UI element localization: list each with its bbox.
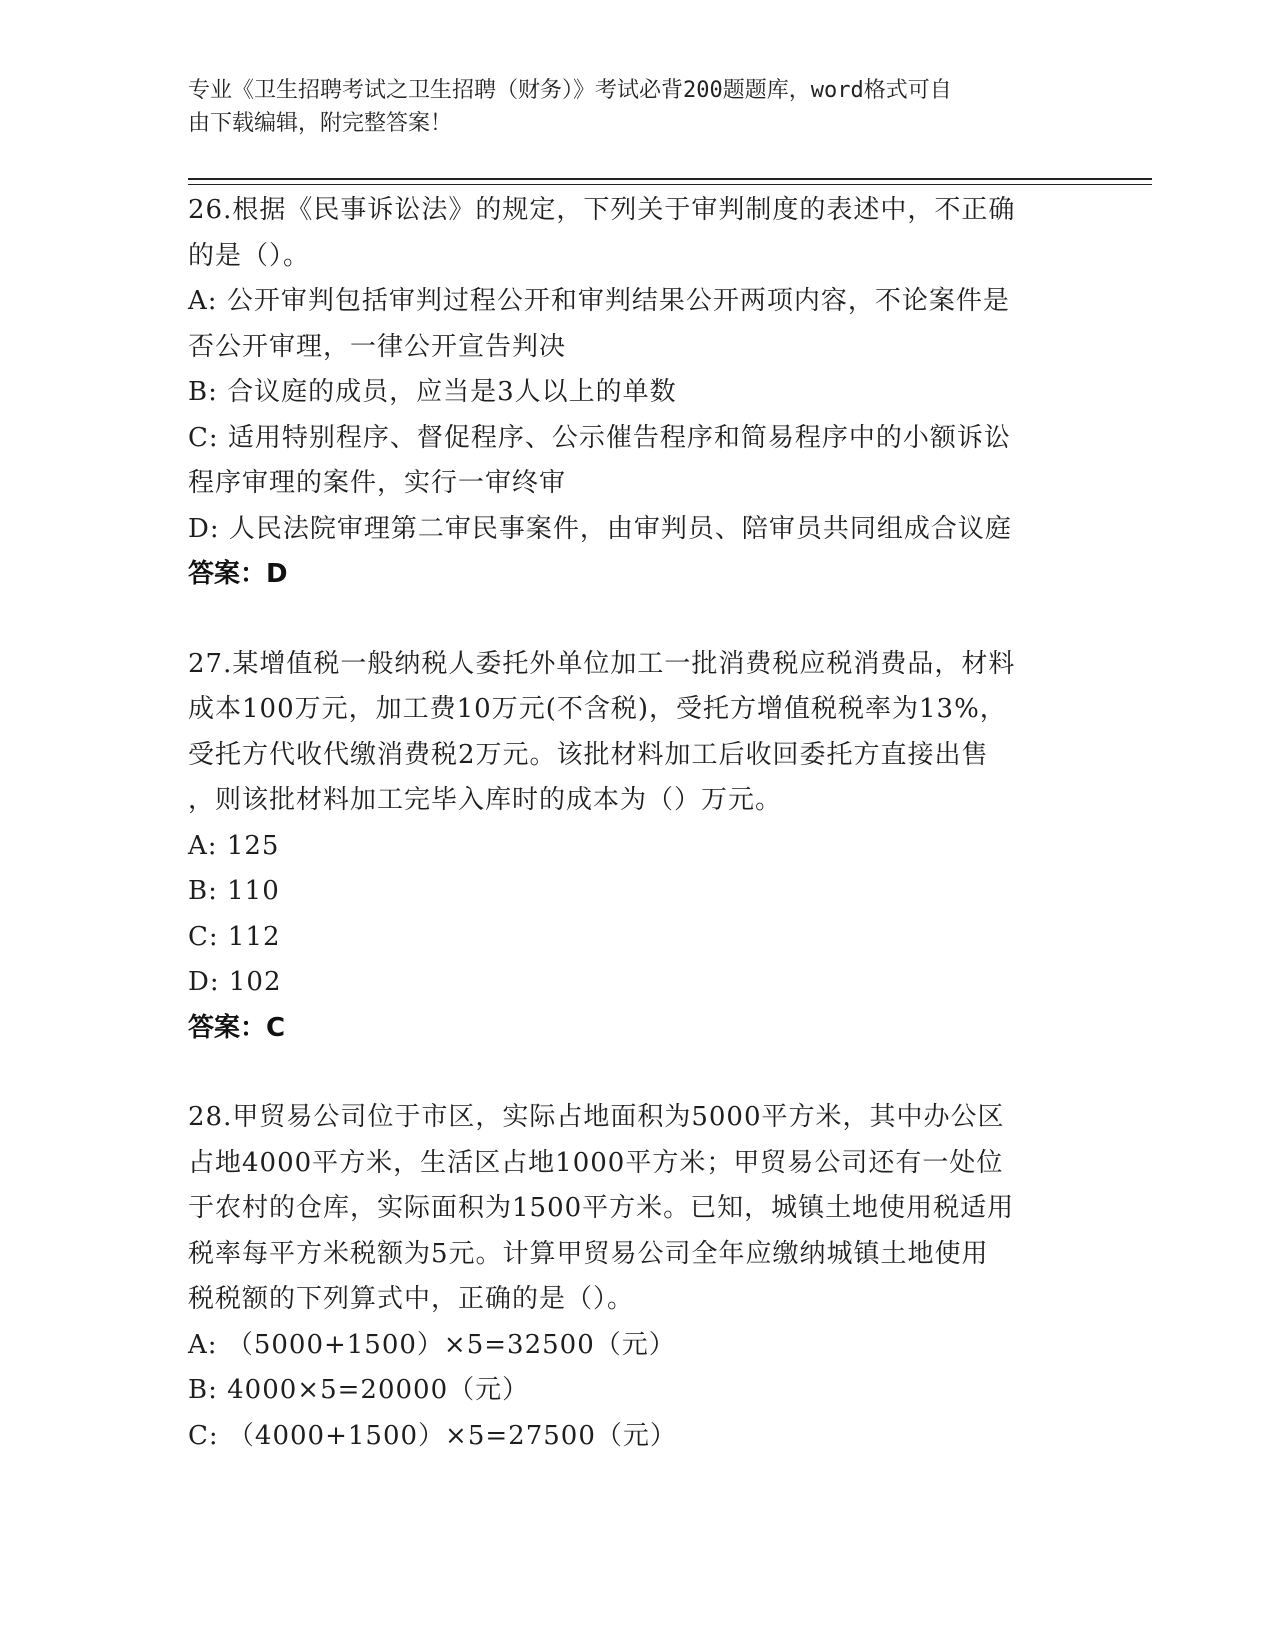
option-line (188, 507, 1088, 553)
option-label: C: (188, 422, 219, 453)
option-text: 程序审理的案件，实行一审终审 (188, 468, 567, 498)
option-label: D: (188, 967, 220, 997)
option-line (188, 1414, 1088, 1460)
document-header (188, 74, 1068, 140)
option-text: 112 (227, 921, 281, 952)
option-line (188, 416, 1088, 462)
question-text-line: 成本100万元，加工费10万元(不含税)，受托方增值税税率为13%， (188, 694, 1007, 724)
question-text-line: 28.甲贸易公司位于市区，实际占地面积为5000平方米，其中办公区 (188, 1102, 1005, 1132)
option-text: 公开审判包括审判过程公开和审判结果公开两项内容，不论案件是 (226, 286, 1010, 316)
option-line (188, 960, 1088, 1006)
header-line-1: 专业《卫生招聘考试之卫生招聘（财务）》考试必背200题题库，word格式可自 (188, 78, 952, 103)
option-label: C: (188, 1420, 219, 1451)
option-text: 4000×5=20000（元） (227, 1375, 530, 1405)
option-label: C: (188, 921, 219, 952)
question-block (188, 188, 1088, 598)
option-text: 125 (226, 830, 280, 861)
header-line-2: 由下载编辑，附完整答案！ (188, 111, 453, 136)
question-list (188, 188, 1088, 1503)
question-block (188, 642, 1088, 1052)
option-line (188, 1368, 1088, 1414)
option-line (188, 370, 1088, 416)
header-divider-thin (188, 184, 1152, 185)
option-line (188, 279, 1088, 325)
option-text: 110 (227, 876, 280, 906)
option-line (188, 1323, 1088, 1369)
question-text-line: 占地4000平方米，生活区占地1000平方米；甲贸易公司还有一处位 (188, 1147, 1004, 1178)
option-label: A: (188, 830, 218, 861)
option-text: 合议庭的成员，应当是3人以上的单数 (227, 377, 677, 407)
option-line (188, 869, 1088, 915)
question-block (188, 1095, 1088, 1459)
option-text: 否公开审理，一律公开宣告判决 (188, 331, 567, 362)
option-text: 适用特别程序、督促程序、公示催告程序和简易程序中的小额诉讼 (227, 422, 1011, 453)
option-line (188, 461, 1088, 507)
question-text-line: 税率每平方米税额为5元。计算甲贸易公司全年应缴纳城镇土地使用 (188, 1238, 989, 1269)
question-text-line: 税税额的下列算式中，正确的是（）。 (188, 1284, 635, 1314)
option-line (188, 915, 1088, 961)
option-text: 102 (228, 967, 282, 997)
option-label: B: (188, 377, 218, 407)
question-text-line: 26.根据《民事诉讼法》的规定，下列关于审判制度的表述中，不正确 (188, 195, 1016, 225)
option-label: A: (188, 1329, 218, 1360)
question-text-line: ，则该批材料加工完毕入库时的成本为（）万元。 (188, 785, 783, 815)
option-label: D: (188, 513, 220, 544)
option-text: 人民法院审理第二审民事案件，由审判员、陪审员共同组成合议庭 (228, 513, 1012, 544)
option-text: （5000+1500）×5=32500（元） (226, 1329, 676, 1360)
answer-line: 答案：C (188, 1012, 286, 1043)
question-text-line: 的是（）。 (188, 240, 311, 271)
option-text: （4000+1500）×5=27500（元） (227, 1420, 677, 1451)
header-divider-thick (188, 178, 1152, 180)
option-line (188, 325, 1088, 371)
option-label: A: (188, 286, 218, 316)
option-label: B: (188, 876, 218, 906)
option-line (188, 824, 1088, 870)
question-text-line: 27.某增值税一般纳税人委托外单位加工一批消费税应税消费品，材料 (188, 648, 1016, 679)
question-text-line: 于农村的仓库，实际面积为1500平方米。已知，城镇土地使用税适用 (188, 1193, 1015, 1223)
question-text-line: 受托方代收代缴消费税2万元。该批材料加工后收回委托方直接出售 (188, 739, 989, 770)
answer-line: 答案：D (188, 559, 288, 589)
option-label: B: (188, 1375, 218, 1405)
